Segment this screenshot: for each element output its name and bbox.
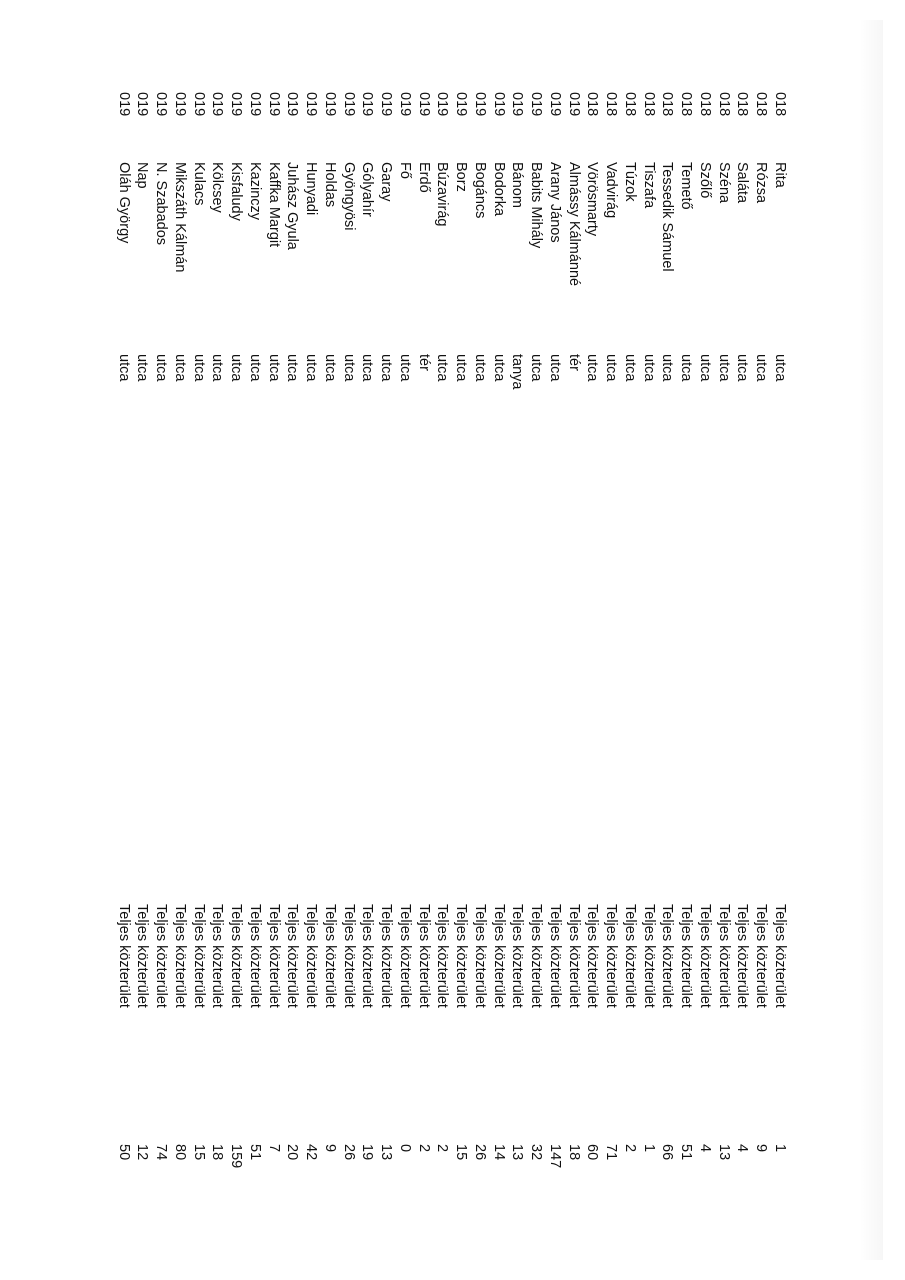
street-name: Temető: [678, 162, 695, 210]
range-text: Teljes közterület: [265, 904, 282, 1008]
table-row: [545, 92, 564, 1192]
table-row: [208, 92, 227, 1192]
street-name: Rita: [772, 162, 788, 188]
district-code: 018: [640, 92, 657, 117]
range-text: Teljes közterület: [209, 904, 226, 1008]
district-code: 019: [209, 92, 226, 117]
house-number: 1: [772, 1144, 788, 1153]
range-text: Teljes közterület: [509, 904, 526, 1008]
house-number: 13: [378, 1144, 395, 1161]
table-row: [264, 92, 283, 1192]
table-row: [564, 92, 583, 1192]
range-text: Teljes közterület: [378, 904, 395, 1008]
district-code: 018: [772, 92, 788, 117]
street-name: Kisfaludy: [228, 162, 245, 221]
street-type: utca: [528, 354, 545, 382]
house-number: 2: [434, 1144, 451, 1153]
district-code: 019: [453, 92, 470, 117]
street-name: Széna: [715, 162, 732, 204]
range-text: Teljes közterület: [397, 904, 413, 1008]
table-row: [677, 92, 696, 1192]
district-code: 018: [678, 92, 695, 117]
table-row: [414, 92, 433, 1192]
street-type: utca: [322, 354, 338, 382]
house-number: 51: [678, 1144, 695, 1161]
table-row: [320, 92, 339, 1192]
range-text: Teljes közterület: [622, 904, 638, 1008]
street-name: Saláta: [734, 162, 751, 204]
street-name: Kazinczy: [247, 162, 263, 221]
street-type: utca: [547, 354, 563, 382]
house-number: 60: [584, 1144, 601, 1161]
range-text: Teljes közterület: [659, 904, 676, 1008]
table-row: [583, 92, 602, 1192]
house-number: 66: [659, 1144, 676, 1161]
street-type: utca: [190, 354, 207, 382]
district-code: 019: [190, 92, 207, 117]
house-number: 71: [603, 1144, 620, 1161]
range-text: Teljes közterület: [453, 904, 470, 1008]
range-text: Teljes közterület: [415, 904, 432, 1008]
street-type: utca: [622, 354, 638, 382]
range-text: Teljes közterület: [490, 904, 507, 1008]
table-row: [508, 92, 527, 1192]
street-name: Bogáncs: [472, 162, 488, 219]
range-text: Teljes közterület: [303, 904, 320, 1008]
street-name: Arany János: [547, 162, 563, 243]
table-row: [470, 92, 489, 1192]
table-row: [658, 92, 677, 1192]
street-type: utca: [115, 354, 132, 382]
district-code: 018: [753, 92, 770, 117]
table-row: [227, 92, 246, 1192]
street-name: Bodorka: [490, 162, 507, 217]
house-number: 1: [640, 1144, 657, 1153]
street-name: Kölcsey: [209, 162, 226, 213]
house-number: 2: [415, 1144, 432, 1153]
range-text: Teljes közterület: [359, 904, 376, 1008]
street-table: [114, 92, 789, 1192]
range-text: Teljes közterület: [565, 904, 582, 1008]
district-code: 019: [228, 92, 245, 117]
district-code: 019: [303, 92, 320, 117]
street-type: utca: [378, 354, 395, 382]
range-text: Teljes közterület: [603, 904, 620, 1008]
street-type: utca: [490, 354, 507, 382]
street-type: utca: [172, 354, 188, 382]
district-code: 019: [284, 92, 301, 117]
range-text: Teljes közterület: [172, 904, 188, 1008]
table-row: [377, 92, 396, 1192]
street-name: N. Szabados: [153, 162, 170, 246]
range-text: Teljes közterület: [190, 904, 207, 1008]
district-code: 019: [115, 92, 132, 117]
street-type: utca: [584, 354, 601, 382]
street-name: Tiszafa: [640, 162, 657, 209]
house-number: 42: [303, 1144, 320, 1161]
range-text: Teljes közterület: [528, 904, 545, 1008]
house-number: 13: [715, 1144, 732, 1161]
street-name: Borz: [453, 162, 470, 192]
street-type: utca: [265, 354, 282, 382]
table-row: [620, 92, 639, 1192]
district-code: 019: [565, 92, 582, 117]
street-name: Tessedik Sámuel: [659, 162, 676, 272]
table-row: [452, 92, 471, 1192]
street-name: Hunyadi: [303, 162, 320, 216]
district-code: 019: [528, 92, 545, 117]
table-row: [433, 92, 452, 1192]
range-text: Teljes közterület: [134, 904, 151, 1008]
street-type: utca: [697, 354, 713, 382]
range-text: Teljes közterület: [434, 904, 451, 1008]
street-type: tér: [565, 354, 582, 371]
house-number: 12: [134, 1144, 151, 1161]
district-code: 018: [603, 92, 620, 117]
street-type: utca: [678, 354, 695, 382]
street-type: utca: [659, 354, 676, 382]
district-code: 019: [359, 92, 376, 117]
street-type: utca: [753, 354, 770, 382]
district-code: 019: [265, 92, 282, 117]
table-row: [770, 92, 789, 1192]
range-text: Teljes közterület: [734, 904, 751, 1008]
district-code: 019: [378, 92, 395, 117]
house-number: 9: [753, 1144, 770, 1153]
house-number: 80: [172, 1144, 188, 1161]
street-type: utca: [153, 354, 170, 382]
table-row: [152, 92, 171, 1192]
street-name: Erdő: [415, 162, 432, 193]
street-name: Rózsa: [753, 162, 770, 204]
table-row: [114, 92, 133, 1192]
range-text: Teljes közterület: [584, 904, 601, 1008]
street-name: Túzok: [622, 162, 638, 202]
range-text: Teljes közterület: [322, 904, 338, 1008]
range-text: Teljes közterület: [547, 904, 563, 1008]
house-number: 18: [209, 1144, 226, 1161]
street-type: utca: [640, 354, 657, 382]
district-code: 019: [153, 92, 170, 117]
district-code: 019: [434, 92, 451, 117]
street-name: Kaffka Margit: [265, 162, 282, 248]
district-code: 019: [340, 92, 357, 117]
range-text: Teljes közterület: [772, 904, 788, 1008]
house-number: 32: [528, 1144, 545, 1161]
house-number: 7: [265, 1144, 282, 1153]
street-type: utca: [340, 354, 357, 382]
table-row: [170, 92, 189, 1192]
street-name: Oláh György: [115, 162, 132, 244]
street-type: utca: [247, 354, 263, 382]
district-code: 018: [659, 92, 676, 117]
district-code: 018: [697, 92, 713, 117]
street-type: utca: [434, 354, 451, 382]
table-row: [189, 92, 208, 1192]
table-row: [602, 92, 621, 1192]
street-type: utca: [772, 354, 788, 382]
range-text: Teljes közterület: [340, 904, 357, 1008]
house-number: 9: [322, 1144, 338, 1153]
street-name: Gólyahír: [359, 162, 376, 217]
street-name: Nap: [134, 162, 151, 189]
street-name: Babits Mihály: [528, 162, 545, 249]
street-type: utca: [284, 354, 301, 382]
street-type: utca: [603, 354, 620, 382]
street-type: utca: [209, 354, 226, 382]
table-row: [133, 92, 152, 1192]
table-row: [733, 92, 752, 1192]
street-type: utca: [303, 354, 320, 382]
street-name: Garay: [378, 162, 395, 202]
district-code: 019: [397, 92, 413, 117]
house-number: 26: [472, 1144, 488, 1161]
table-row: [358, 92, 377, 1192]
table-row: [714, 92, 733, 1192]
district-code: 019: [247, 92, 263, 117]
district-code: 019: [172, 92, 188, 117]
house-number: 4: [697, 1144, 713, 1153]
street-name: Mikszáth Kálmán: [172, 162, 188, 273]
table-row: [752, 92, 771, 1192]
district-code: 019: [415, 92, 432, 117]
range-text: Teljes közterület: [153, 904, 170, 1008]
table-row: [302, 92, 321, 1192]
district-code: 018: [715, 92, 732, 117]
range-text: Teljes közterület: [753, 904, 770, 1008]
table-row: [395, 92, 414, 1192]
range-text: Teljes közterület: [697, 904, 713, 1008]
street-name: Holdas: [322, 162, 338, 208]
street-name: Búzavirág: [434, 162, 451, 227]
scan-shadow: [859, 20, 883, 1260]
street-name: Fő: [397, 162, 413, 179]
range-text: Teljes közterület: [115, 904, 132, 1008]
street-name: Kulacs: [190, 162, 207, 206]
house-number: 18: [565, 1144, 582, 1161]
street-name: Vörösmarty: [584, 162, 601, 237]
table-row: [527, 92, 546, 1192]
house-number: 19: [359, 1144, 376, 1161]
house-number: 15: [453, 1144, 470, 1161]
house-number: 2: [622, 1144, 638, 1153]
street-type: utca: [472, 354, 488, 382]
range-text: Teljes közterület: [228, 904, 245, 1008]
street-type: utca: [359, 354, 376, 382]
street-name: Vadvirág: [603, 162, 620, 219]
street-type: tér: [415, 354, 432, 371]
table-row: [283, 92, 302, 1192]
district-code: 019: [490, 92, 507, 117]
house-number: 147: [547, 1144, 563, 1169]
table-row: [245, 92, 264, 1192]
district-code: 019: [322, 92, 338, 117]
house-number: 13: [509, 1144, 526, 1161]
house-number: 15: [190, 1144, 207, 1161]
range-text: Teljes közterület: [472, 904, 488, 1008]
district-code: 018: [734, 92, 751, 117]
district-code: 019: [509, 92, 526, 117]
table-row: [339, 92, 358, 1192]
street-type: tanya: [509, 354, 526, 390]
street-name: Szőlő: [697, 162, 713, 199]
table-row: [695, 92, 714, 1192]
street-type: utca: [734, 354, 751, 382]
street-name: Bánom: [509, 162, 526, 208]
street-type: utca: [134, 354, 151, 382]
range-text: Teljes közterület: [284, 904, 301, 1008]
district-code: 018: [622, 92, 638, 117]
district-code: 019: [134, 92, 151, 117]
house-number: 4: [734, 1144, 751, 1153]
street-type: utca: [397, 354, 413, 382]
street-type: utca: [228, 354, 245, 382]
range-text: Teljes közterület: [640, 904, 657, 1008]
street-type: utca: [715, 354, 732, 382]
house-number: 26: [340, 1144, 357, 1161]
house-number: 0: [397, 1144, 413, 1153]
district-code: 019: [472, 92, 488, 117]
street-name: Gyöngyösi: [340, 162, 357, 231]
house-number: 50: [115, 1144, 132, 1161]
house-number: 74: [153, 1144, 170, 1161]
range-text: Teljes közterület: [715, 904, 732, 1008]
house-number: 159: [228, 1144, 245, 1169]
street-type: utca: [453, 354, 470, 382]
district-code: 018: [584, 92, 601, 117]
street-name: Almássy Kálmánné: [565, 162, 582, 287]
street-name: Juhász Gyula: [284, 162, 301, 250]
range-text: Teljes közterület: [678, 904, 695, 1008]
range-text: Teljes közterület: [247, 904, 263, 1008]
table-row: [639, 92, 658, 1192]
house-number: 20: [284, 1144, 301, 1161]
district-code: 019: [547, 92, 563, 117]
table-row: [489, 92, 508, 1192]
house-number: 14: [490, 1144, 507, 1161]
house-number: 51: [247, 1144, 263, 1161]
